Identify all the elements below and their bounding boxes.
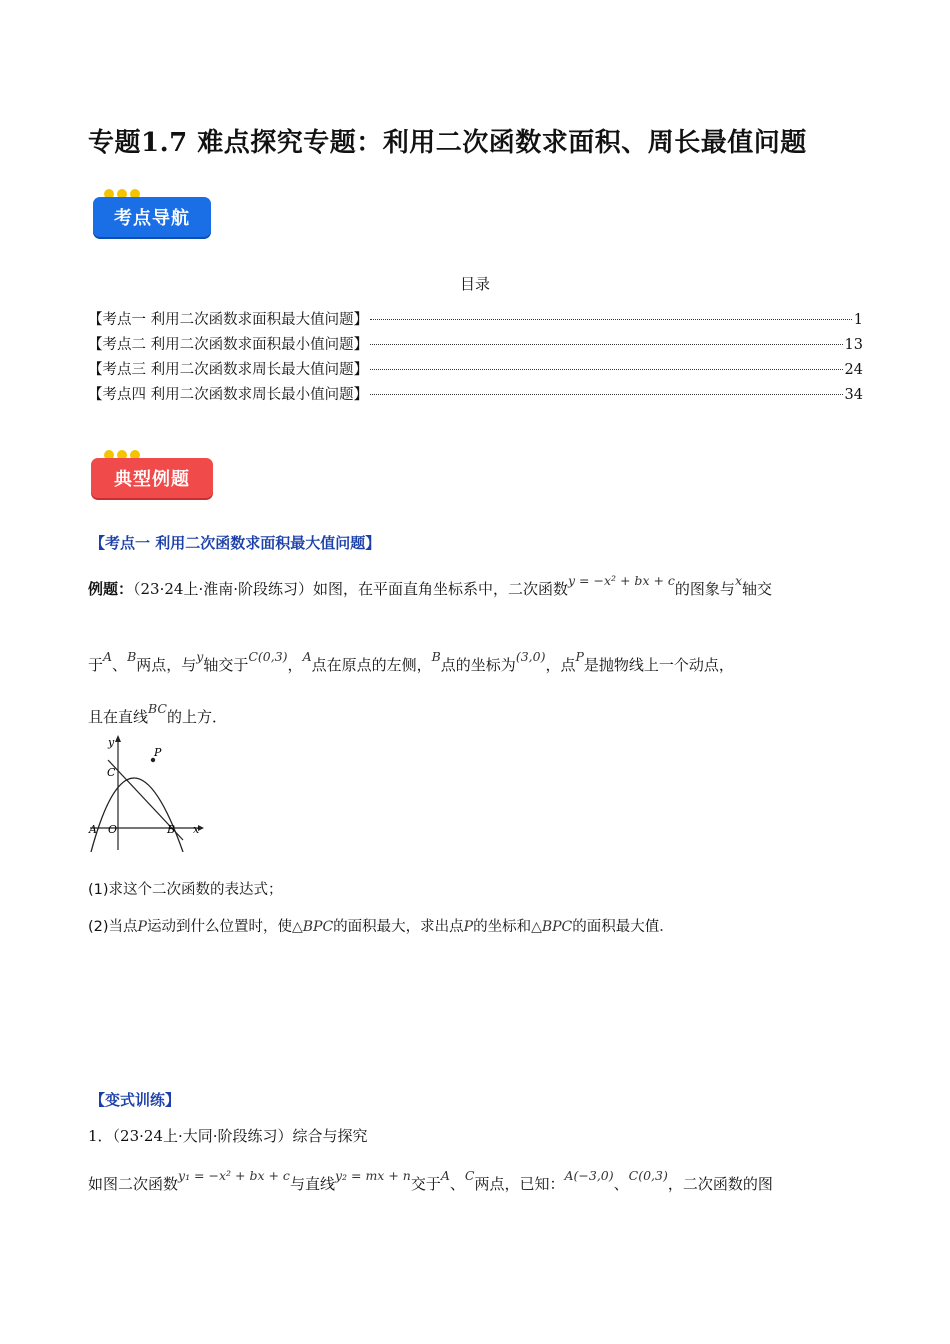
toc-leader [370, 319, 852, 320]
toc-leader [370, 344, 842, 345]
text: 的图象与 [674, 580, 735, 598]
text: 、 [449, 1175, 465, 1193]
section-heading: 【考点一 利用二次函数求面积最大值问题】 [90, 534, 381, 552]
text: 轴交于 [203, 656, 249, 674]
text: （23·24上·淮南·阶段练习）如图，在平面直角坐标系中，二次函数 [133, 580, 568, 598]
text: 的坐标和 [473, 919, 532, 935]
toc-list [88, 308, 863, 408]
text: 点的坐标为 [440, 656, 516, 674]
point-a-coord: A(−3,0) [564, 1168, 614, 1183]
var-a: A [440, 1168, 450, 1183]
toc-item-page: 24 [844, 362, 863, 378]
y-axis-arrow-icon [115, 735, 121, 742]
text: 、 [613, 1175, 629, 1193]
triangle-bpc: △BPC [531, 919, 573, 935]
text: 的上方． [167, 708, 228, 726]
text: 如图二次函数 [88, 1175, 179, 1193]
text: 的面积最大值． [572, 919, 674, 935]
text: 与直线 [289, 1175, 335, 1193]
var-p: P [575, 649, 584, 664]
formula: y = −x² + bx + c [568, 573, 675, 588]
var-c: C [464, 1168, 475, 1183]
text: 是抛物线上一个动点， [583, 656, 734, 674]
label-a: A [89, 823, 97, 836]
toc-leader [370, 394, 842, 395]
text: 运动到什么位置时，使 [146, 919, 292, 935]
text: 两点，已知： [474, 1175, 565, 1193]
text: 且在直线 [88, 708, 149, 726]
toc-item-page: 34 [844, 387, 863, 403]
toc-item-label: 【考点三 利用二次函数求周长最大值问题】 [88, 362, 369, 378]
var-a: A [103, 649, 113, 664]
question-1: (1)求这个二次函数的表达式； [88, 882, 283, 898]
var-x: x [734, 573, 742, 588]
label-c: C [107, 766, 116, 779]
label-o: O [108, 823, 118, 836]
toc-heading: 目录 [459, 275, 490, 293]
var-p: P [137, 919, 147, 935]
line-bc: BC [148, 701, 167, 716]
nav-badge: 考点导航 [93, 197, 211, 237]
toc-item-page: 13 [844, 337, 863, 353]
toc-item[interactable] [88, 308, 863, 333]
text: ，点 [545, 656, 576, 674]
text: (2)当点 [88, 919, 138, 935]
text: ，二次函数的图 [667, 1175, 773, 1193]
example-label: 例题： [88, 580, 134, 598]
text: 轴交 [742, 580, 773, 598]
example-line-2 [88, 649, 868, 677]
text: 点在原点的左侧， [311, 656, 432, 674]
formula-y1: y₁ = −x² + bx + c [178, 1168, 290, 1183]
label-b: B [167, 823, 176, 836]
point-c: C(0,3) [248, 649, 288, 664]
toc-item[interactable] [88, 358, 863, 383]
point-c-coord: C(0,3) [628, 1168, 668, 1183]
toc-item-label: 【考点四 利用二次函数求周长最小值问题】 [88, 387, 369, 403]
parabola-curve [91, 778, 183, 852]
example-line-1 [88, 573, 868, 601]
examples-badge: 典型例题 [91, 458, 213, 498]
label-p: P [154, 746, 162, 759]
triangle-bpc: △BPC [291, 919, 334, 935]
var-p: P [463, 919, 474, 935]
text: 、 [112, 656, 128, 674]
page-title: 专题1.7 难点探究专题：利用二次函数求面积、周长最值问题 [88, 128, 807, 158]
parabola-figure [86, 732, 206, 852]
example-line-3 [88, 701, 868, 729]
label-x: x [193, 823, 200, 836]
text: ， [287, 656, 303, 674]
question-2 [88, 916, 868, 938]
text: 于 [88, 656, 104, 674]
practice-heading: 【变式训练】 [90, 1091, 181, 1109]
toc-leader [370, 369, 842, 370]
var-y: y [196, 649, 204, 664]
label-y: y [108, 736, 115, 749]
formula-y2: y₂ = mx + n [334, 1168, 411, 1183]
var-a: A [302, 649, 312, 664]
toc-item-label: 【考点二 利用二次函数求面积最小值问题】 [88, 337, 369, 353]
toc-item[interactable] [88, 383, 863, 408]
practice-line-2 [88, 1168, 868, 1196]
text: 的面积最大，求出点 [333, 919, 464, 935]
text: 交于 [410, 1175, 441, 1193]
point-b-coord: (3,0) [515, 649, 546, 664]
text: 两点，与 [136, 656, 197, 674]
toc-item-label: 【考点一 利用二次函数求面积最大值问题】 [88, 312, 369, 328]
var-b: B [431, 649, 441, 664]
practice-item-1: 1．（23·24上·大同·阶段练习）综合与探究 [88, 1127, 368, 1145]
toc-item[interactable] [88, 333, 863, 358]
var-b: B [127, 649, 137, 664]
toc-item-page: 1 [853, 312, 863, 328]
